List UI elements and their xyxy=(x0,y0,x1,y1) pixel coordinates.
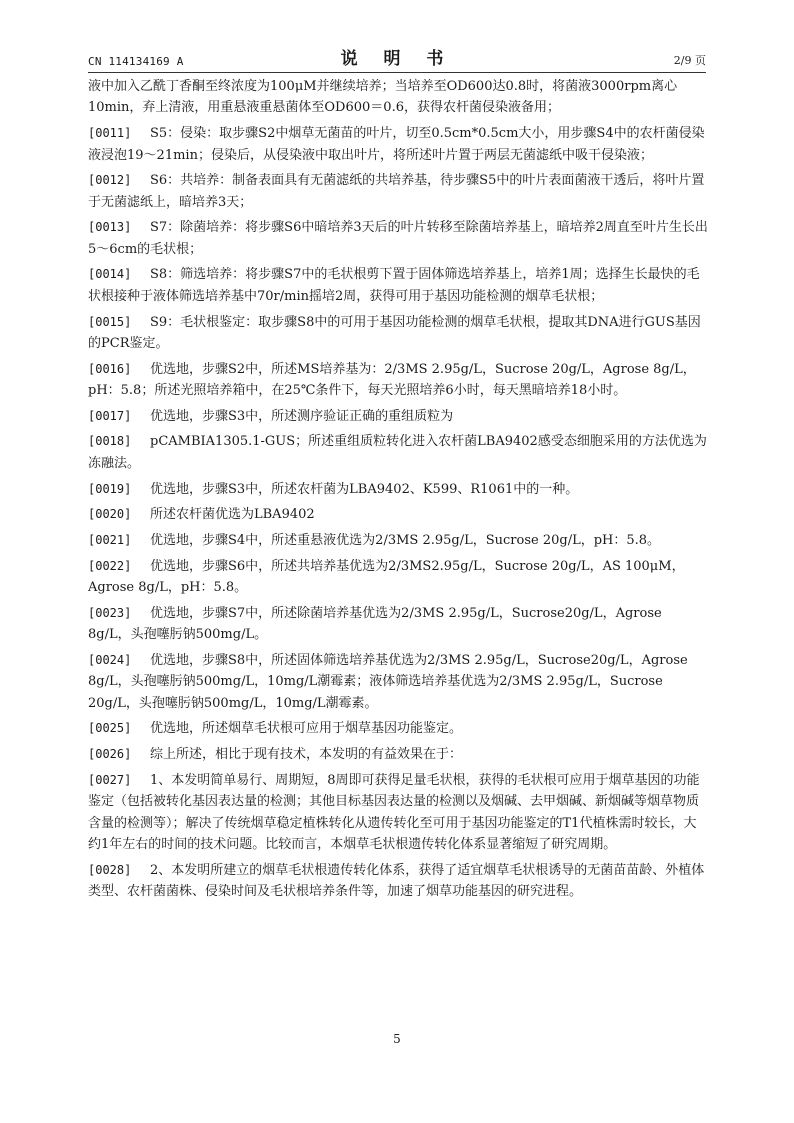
paragraph-number: [0018] xyxy=(88,434,132,449)
paragraph-text: pCAMBIA1305.1-GUS；所述重组质粒转化进入农杆菌LBA9402感受态细胞采用的方法优选为冻融法。 xyxy=(88,434,707,471)
paragraph xyxy=(88,603,708,646)
paragraph-number: [0017] xyxy=(88,408,132,423)
paragraph-number: [0028] xyxy=(88,862,132,877)
document-id: CN 114134169 A xyxy=(88,55,184,68)
paragraph-text: 液中加入乙酰丁香酮至终浓度为100μM并继续培养；当培养至OD600达0.8时，将菌液3000rpm离心10min，弃上清液，用重悬液重悬菌体至OD600＝0.6，获得农杆菌侵染液备用； xyxy=(88,79,678,116)
paragraph-number: [0022] xyxy=(88,558,132,573)
paragraph-number: [0019] xyxy=(88,481,132,496)
paragraph-number: [0021] xyxy=(88,532,132,547)
paragraph xyxy=(88,504,708,525)
paragraph xyxy=(88,431,708,474)
document-body xyxy=(88,76,708,907)
paragraph xyxy=(88,530,708,551)
paragraph xyxy=(88,718,708,739)
paragraph xyxy=(88,744,708,765)
paragraph-text: 2、本发明所建立的烟草毛状根遗传转化体系，获得了适宜烟草毛状根诱导的无菌苗苗龄、外植体类型、农杆菌菌株、侵染时间及毛状根培养条件等，加速了烟草功能基因的研究进程。 xyxy=(88,862,705,900)
paragraph-number: [0014] xyxy=(88,267,132,282)
paragraph-text: 综上所述，相比于现有技术，本发明的有益效果在于： xyxy=(150,747,463,763)
paragraph-text: S7：除菌培养：将步骤S6中暗培养3天后的叶片转移至除菌培养基上，暗培养2周直至叶片生长出5～6cm的毛状根； xyxy=(88,220,708,257)
paragraph xyxy=(88,312,708,355)
paragraph-text: S5：侵染：取步骤S2中烟草无菌苗的叶片，切至0.5cm*0.5cm大小，用步骤S4中的农杆菌侵染液浸泡19～21min；侵染后，从侵染液中取出叶片，将所述叶片置于两层无菌滤纸中吸干侵染液； xyxy=(88,126,705,163)
page-header xyxy=(88,46,706,73)
page-number: 5 xyxy=(393,1032,401,1046)
paragraph xyxy=(88,556,708,599)
paragraph xyxy=(88,217,708,260)
paragraph xyxy=(88,479,708,500)
paragraph xyxy=(88,76,708,119)
paragraph-number: [0020] xyxy=(88,507,132,522)
page-title: 说 明 书 xyxy=(340,49,454,69)
paragraph xyxy=(88,860,708,903)
paragraph-text: 1、本发明简单易行、周期短，8周即可获得足量毛状根，获得的毛状根可应用于烟草基因的功能鉴定（包括被转化基因表达量的检测；其他目标基因表达量的检测以及烟碱、去甲烟碱、新烟碱等烟草物质含量的检测等）；解决了传统烟草稳定植株转化从遗传转化至可用于基因功能鉴定的T1代植株需时较长，大约1年左右的时间的技术问题。比较而言，本烟草毛状根遗传转化体系显著缩短了研究周期。 xyxy=(88,772,700,853)
paragraph-text: 优选地，步骤S6中，所述共培养基优选为2/3MS2.95g/L，Sucrose 20g/L，AS 100μM，Agrose 8g/L，pH：5.8。 xyxy=(88,558,685,596)
paragraph xyxy=(88,264,708,307)
paragraph-number: [0027] xyxy=(88,772,132,787)
paragraph-number: [0024] xyxy=(88,652,132,667)
paragraph-text: S6：共培养：制备表面具有无菌滤纸的共培养基，待步骤S5中的叶片表面菌液干透后，将叶片置于无菌滤纸上，暗培养3天； xyxy=(88,173,705,210)
paragraph-number: [0023] xyxy=(88,605,132,620)
paragraph-number: [0025] xyxy=(88,721,132,736)
paragraph-number: [0016] xyxy=(88,361,132,376)
paragraph-number: [0015] xyxy=(88,314,132,329)
paragraph-text: 优选地，步骤S8中，所述固体筛选培养基优选为2/3MS 2.95g/L，Sucrose20g/L，Agrose 8g/L，头孢噻肟钠500mg/L，10mg/L潮霉素；液体筛选培养基优选为2/3MS 2.95g/L，Sucrose 20g/L，头孢噻肟钠500mg/L，10mg/L潮霉素。 xyxy=(88,652,688,711)
page-indicator: 2/9 页 xyxy=(673,54,706,67)
paragraph-number: [0013] xyxy=(88,220,132,235)
paragraph-text: 优选地，步骤S3中，所述测序验证正确的重组质粒为 xyxy=(150,408,454,424)
paragraph-text: 优选地，步骤S3中，所述农杆菌为LBA9402、K599、R1061中的一种。 xyxy=(150,481,579,497)
paragraph-text: S8：筛选培养：将步骤S7中的毛状根剪下置于固体筛选培养基上，培养1周；选择生长最快的毛状根接种于液体筛选培养基中70r/min摇培2周，获得可用于基因功能检测的烟草毛状根； xyxy=(88,267,700,304)
paragraph-number: [0012] xyxy=(88,173,132,188)
paragraph-text: S9：毛状根鉴定：取步骤S8中的可用于基因功能检测的烟草毛状根，提取其DNA进行GUS基因的PCR鉴定。 xyxy=(88,314,701,351)
paragraph xyxy=(88,359,708,402)
paragraph-text: 所述农杆菌优选为LBA9402 xyxy=(150,507,315,523)
paragraph-text: 优选地，步骤S2中，所述MS培养基为：2/3MS 2.95g/L，Sucrose 20g/L，Agrose 8g/L，pH：5.8；所述光照培养箱中，在25℃条件下，每天光照培养6小时，每天黑暗培养18小时。 xyxy=(88,361,696,399)
paragraph-text: 优选地，所述烟草毛状根可应用于烟草基因功能鉴定。 xyxy=(150,721,463,737)
paragraph-number: [0011] xyxy=(88,126,132,141)
paragraph-text: 优选地，步骤S7中，所述除菌培养基优选为2/3MS 2.95g/L，Sucrose20g/L，Agrose 8g/L，头孢噻肟钠500mg/L。 xyxy=(88,605,662,643)
paragraph-number: [0026] xyxy=(88,747,132,762)
paragraph xyxy=(88,123,708,166)
paragraph xyxy=(88,170,708,213)
paragraph xyxy=(88,770,708,856)
paragraph xyxy=(88,406,708,427)
paragraph xyxy=(88,650,708,714)
paragraph-text: 优选地，步骤S4中，所述重悬液优选为2/3MS 2.95g/L，Sucrose 20g/L，pH：5.8。 xyxy=(150,532,661,548)
